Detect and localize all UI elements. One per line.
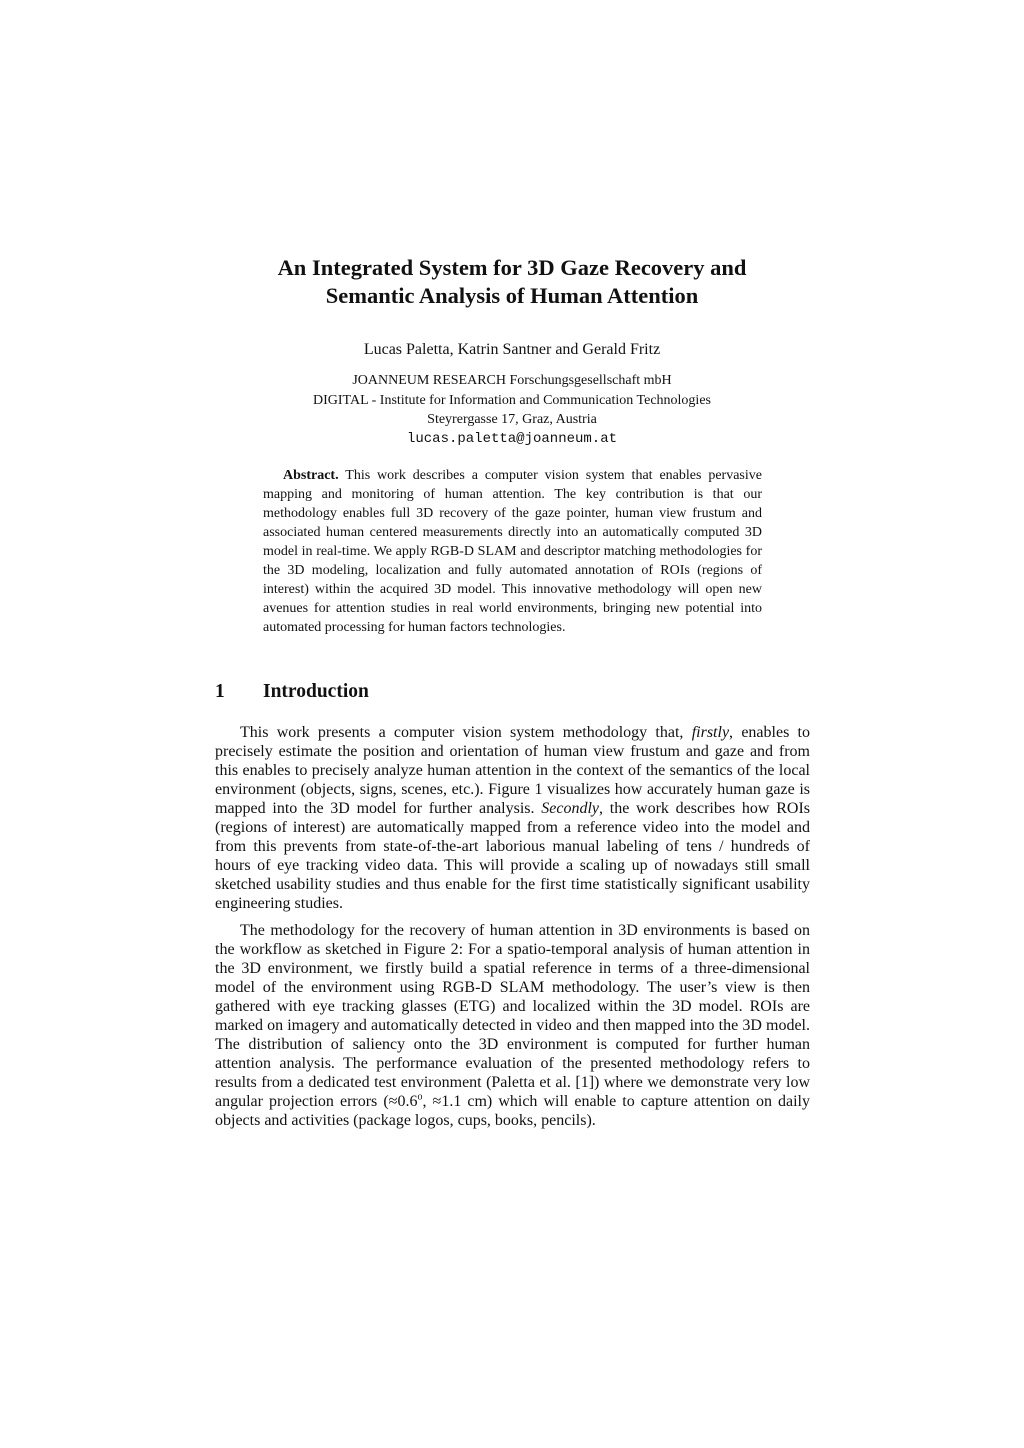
intro-p2-text-a: The methodology for the recovery of human attention in 3D environments is based on the workflow as sketched in Figure 2: For a spatio-temporal analysis of human attention in the 3D environment, we firstly build a spatial reference in terms of a three-dimensional model of the environment using RGB-D SLAM methodology. The user’s view is then gathered with eye tracking glasses (ETG) and localized within the 3D model. ROIs are marked on imagery and automatically detected in video and then mapped into the 3D model. The distribution of saliency onto the 3D environment is computed for further human attention analysis. The performance evaluation of the presented methodology refers to results from a dedicated test environment (Paletta et al. [1]) where we demonstrate very low angular projection errors (≈0.6 bbox=[215, 922, 810, 1110]
intro-p1-text-a: This work presents a computer vision system methodology that, bbox=[240, 724, 692, 741]
section-number: 1 bbox=[215, 681, 225, 702]
section-title: Introduction bbox=[263, 681, 369, 702]
author-email: lucas.paletta@joanneum.at bbox=[406, 430, 618, 447]
affiliation-org: JOANNEUM RESEARCH Forschungsgesellschaft mbH bbox=[352, 373, 672, 388]
intro-p2-text-b: , ≈1.1 cm) which will enable to capture attention on daily objects and activities (package logos, cups, books, pencils). bbox=[215, 1093, 811, 1129]
intro-paragraph-1 bbox=[215, 723, 810, 913]
section-heading-introduction bbox=[215, 680, 369, 704]
affiliation-block bbox=[200, 371, 824, 449]
affiliation-institute: DIGITAL - Institute for Information and Communication Technologies bbox=[313, 392, 711, 408]
paper-title bbox=[200, 254, 824, 310]
author-list: Lucas Paletta, Katrin Santner and Gerald Fritz bbox=[363, 341, 661, 358]
title-line-2: Semantic Analysis of Human Attention bbox=[325, 283, 699, 308]
title-line-1: An Integrated System for 3D Gaze Recovery and bbox=[277, 255, 747, 280]
intro-p1-text-c: , the work describes how ROIs (regions of interest) are automatically mapped from a reference video into the model and from this prevents from state-of-the-art laborious manual labeling of tens / hundreds of hours of eye tracking video data. This will provide a scaling up of nowadays still small sketched usability studies and thus enable for the first time statistically significant usability engineering studies. bbox=[215, 800, 810, 912]
intro-paragraph-2 bbox=[215, 921, 810, 1130]
degree-superscript: o bbox=[417, 1091, 423, 1103]
intro-p1-emphasis-secondly: Secondly bbox=[541, 800, 600, 817]
affiliation-address: Steyrergasse 17, Graz, Austria bbox=[427, 412, 597, 427]
abstract-text: This work describes a computer vision system that enables pervasive mapping and monitoring of human attention. The key contribution is that our methodology enables full 3D recovery of the gaze pointer, human view frustum and associated human centered measurements directly into an automatically computed 3D model in real-time. We apply RGB-D SLAM and descriptor matching methodologies for the 3D modeling, localization and fully automated annotation of ROIs (regions of interest) within the acquired 3D model. This innovative methodology will open new avenues for attention studies in real world environments, bringing new potential into automated processing for human factors technologies. bbox=[263, 468, 762, 635]
intro-p1-text-b: , enables to precisely estimate the position and orientation of human view frustum and gaze and from this enables to precisely analyze human attention in the context of the semantics of the local environment (objects, signs, scenes, etc.). Figure 1 visualizes how accurately human gaze is mapped into the 3D model for further analysis. bbox=[215, 724, 811, 817]
abstract-label: Abstract. bbox=[283, 468, 339, 483]
abstract bbox=[263, 466, 762, 637]
intro-p1-emphasis-firstly: firstly bbox=[691, 724, 730, 741]
